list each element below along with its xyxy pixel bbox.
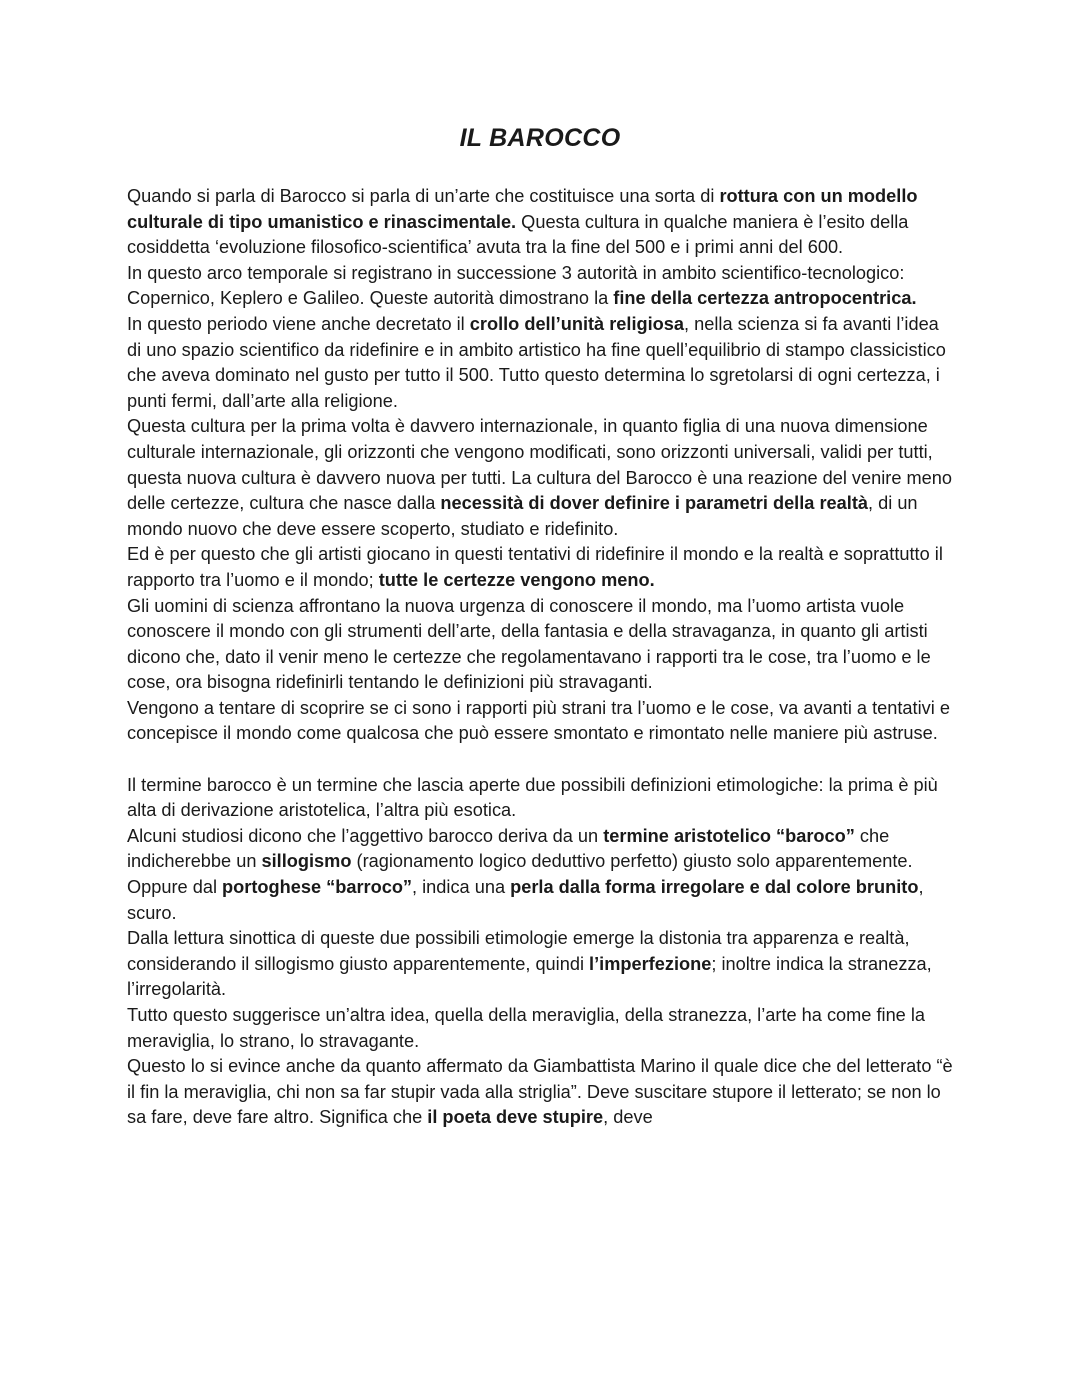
- text-run: Dalla lettura sinottica di queste due possibili etimologie emerge la distonia tra apparenza e realtà, considerando il sillogismo giusto apparentemente, quindi: [127, 928, 910, 974]
- text-run: Quando si parla di Barocco si parla di un’arte che costituisce una sorta di: [127, 186, 720, 206]
- paragraph: [127, 773, 957, 824]
- paragraph: [127, 1054, 957, 1131]
- bold-text: termine aristotelico “baroco”: [603, 825, 855, 846]
- paragraph: [127, 824, 957, 875]
- bold-text: crollo dell’unità religiosa: [469, 313, 685, 334]
- paragraph-spacer: [127, 747, 957, 773]
- paragraph: [127, 414, 957, 542]
- paragraph: [127, 926, 957, 1003]
- text-run: Questo lo si evince anche da quanto affermato da Giambattista Marino il quale dice che del letterato “è il fin la meraviglia, chi non sa far stupir vada alla striglia”. Deve suscitare stupore il letterato; se non lo sa fare, deve fare altro. Significa che: [127, 1056, 953, 1128]
- paragraph: [127, 261, 957, 312]
- paragraph: [127, 1003, 957, 1054]
- bold-text: tutte le certezze vengono meno.: [378, 569, 655, 590]
- paragraph: [127, 594, 957, 696]
- paragraph: [127, 542, 957, 593]
- bold-text: portoghese “barroco”: [222, 877, 413, 898]
- text-run: In questo arco temporale si registrano in successione 3 autorità in ambito scientifico-tecnologico: Copernico, Keplero e Galileo. Queste autorità dimostrano la: [127, 262, 905, 309]
- text-run: Gli uomini di scienza affrontano la nuova urgenza di conoscere il mondo, ma l’uomo artista vuole conoscere il mondo con gli strumenti dell’arte, della fantasia e della stravaganza, in quanto gli artisti dicono che, dato il venir meno le certezze che regolamentavano i rapporti tra le cose, tra l’uomo e le cose, ora bisogna ridefinirli tentando le definizioni più stravaganti.: [127, 595, 931, 693]
- text-run: Alcuni studiosi dicono che l’aggettivo barocco deriva da un: [127, 825, 604, 846]
- document-body: [127, 184, 957, 1131]
- paragraph: [127, 875, 957, 926]
- bold-text: il poeta deve stupire: [427, 1107, 604, 1128]
- bold-text: l’imperfezione: [589, 953, 712, 974]
- bold-text: necessità di dover definire i parametri della realtà: [440, 493, 868, 514]
- bold-text: fine della certezza antropocentrica.: [613, 288, 917, 309]
- text-run: ; inoltre indica la stranezza, l’irregolarità.: [127, 953, 932, 1000]
- text-run: , di un mondo nuovo che deve essere scoperto, studiato e ridefinito.: [127, 493, 918, 539]
- text-run: , deve: [603, 1107, 653, 1128]
- page-title: IL BAROCCO: [459, 124, 621, 152]
- text-run: Il termine barocco è un termine che lascia aperte due possibili definizioni etimologiche: la prima è più alta di derivazione aristotelica, l’altra più esotica.: [127, 774, 938, 821]
- paragraph: [127, 312, 957, 414]
- text-run: Ed è per questo che gli artisti giocano in questi tentativi di ridefinire il mondo e la realtà e soprattutto il rapporto tra l’uomo e il mondo;: [127, 544, 943, 590]
- text-run: Vengono a tentare di scoprire se ci sono i rapporti più strani tra l’uomo e le cose, va avanti a tentativi e concepisce il mondo come qualcosa che può essere smontato e rimontato nelle maniere più astruse.: [127, 697, 950, 744]
- text-run: In questo periodo viene anche decretato il: [127, 313, 470, 334]
- paragraph: [127, 184, 957, 261]
- text-run: Tutto questo suggerisce un’altra idea, quella della meraviglia, della stranezza, l’arte ha come fine la meraviglia, lo strano, lo stravagante.: [127, 1005, 926, 1051]
- text-run: (ragionamento logico deduttivo perfetto) giusto solo apparentemente.: [351, 851, 913, 872]
- text-run: , indica una: [412, 877, 511, 898]
- text-run: che indicherebbe un: [127, 825, 890, 872]
- bold-text: perla dalla forma irregolare e dal colore brunito: [510, 877, 919, 898]
- bold-text: sillogismo: [261, 851, 352, 872]
- text-run: Questa cultura in qualche maniera è l’esito della cosiddetta ‘evoluzione filosofico-scientifica’ avuta tra la fine del 500 e i primi anni del 600.: [127, 211, 909, 258]
- text-run: , scuro.: [127, 877, 924, 923]
- bold-text: rottura con un modello culturale di tipo umanistico e rinascimentale.: [127, 186, 918, 232]
- text-run: Oppure dal: [127, 877, 223, 898]
- paragraph: [127, 696, 957, 747]
- text-run: Questa cultura per la prima volta è davvero internazionale, in quanto figlia di una nuova dimensione culturale internazionale, gli orizzonti che vengono modificati, sono orizzonti universali, validi per tutti, questa nuova cultura è davvero nuova per tutti. La cultura del Barocco è una reazione del venire meno delle certezze, cultura che nasce dalla: [127, 416, 953, 514]
- text-run: , nella scienza si fa avanti l’idea di uno spazio scientifico da ridefinire e in ambito artistico ha fine quell’equilibrio di stampo classicistico che aveva dominato nel gusto per tutto il 500. Tutto questo determina lo sgretolarsi di ogni certezza, i punti fermi, dall’arte alla religione.: [127, 313, 946, 411]
